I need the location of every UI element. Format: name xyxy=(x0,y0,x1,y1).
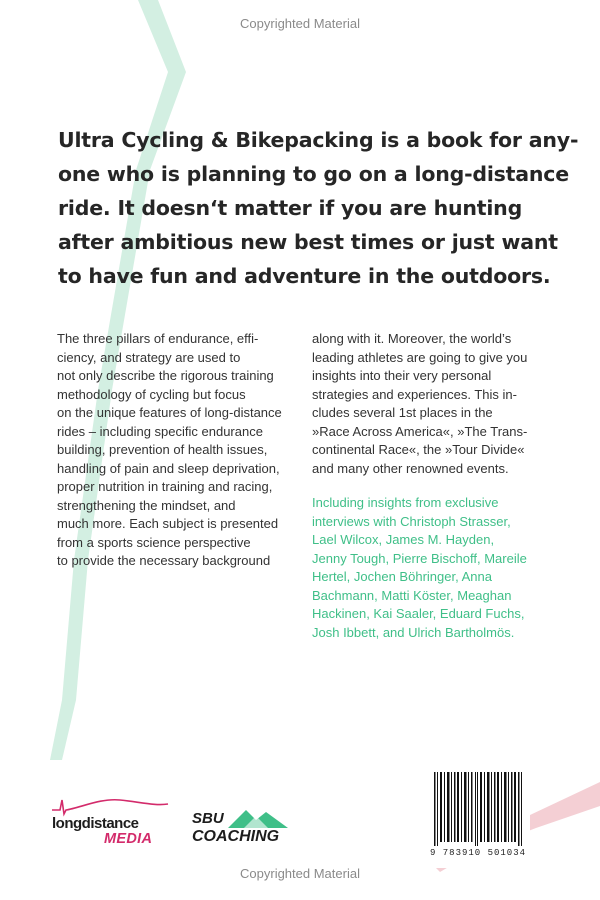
insights-line: Hertel, Jochen Böhringer, Anna xyxy=(312,569,492,584)
insights-text xyxy=(312,494,552,642)
insights-line: Jenny Tough, Pierre Bischoff, Mareile xyxy=(312,550,527,566)
body-line: and many other renowned events. xyxy=(312,460,509,476)
body-text-left xyxy=(57,330,297,571)
body-line: leading athletes are going to give you xyxy=(312,349,528,365)
body-line: on the unique features of long-distance xyxy=(57,405,282,420)
insights-line: Josh Ibbett, and Ulrich Bartholmös. xyxy=(312,624,515,640)
longdistance-media-logo xyxy=(50,792,170,852)
mountain-icon xyxy=(228,808,288,828)
sbu-wordmark: SBU xyxy=(192,810,224,827)
headline xyxy=(58,123,579,293)
insights-line: interviews with Christoph Strasser, xyxy=(312,513,511,529)
body-line: cludes several 1st places in the xyxy=(312,405,493,420)
sbu-coaching-logo xyxy=(188,808,298,853)
body-line: strengthening the mindset, and xyxy=(57,497,236,513)
insights-line: Lael Wilcox, James M. Hayden, xyxy=(312,532,495,547)
insights-line: Bachmann, Matti Köster, Meaghan xyxy=(312,587,512,603)
body-line: continental Race«, the »Tour Divide« xyxy=(312,442,525,457)
isbn-digits: 9 783910 501034 xyxy=(429,848,526,858)
media-wordmark: MEDIA xyxy=(104,831,153,847)
body-line: building, prevention of health issues, xyxy=(57,442,268,457)
headline-line: to have fun and adventure in the outdoors. xyxy=(58,264,551,288)
headline-line: one who is planning to go on a long-distance xyxy=(58,162,569,186)
body-line: methodology of cycling but focus xyxy=(57,386,246,402)
headline-line: Ultra Cycling & Bikepacking is a book for any- xyxy=(58,128,579,152)
body-line: from a sports science perspective xyxy=(57,534,251,550)
body-line: The three pillars of endurance, effi- xyxy=(57,331,259,346)
body-line: to provide the necessary background xyxy=(57,553,271,568)
coaching-wordmark: COACHING xyxy=(192,828,280,845)
copyright-notice-top: Copyrighted Material xyxy=(240,16,360,31)
isbn-barcode xyxy=(426,768,530,868)
barcode-bars xyxy=(426,768,530,846)
insights-line: Hackinen, Kai Saaler, Eduard Fuchs, xyxy=(312,606,525,621)
copyright-notice-bottom: Copyrighted Material xyxy=(240,866,360,881)
body-line: rides – including specific endurance xyxy=(57,423,263,439)
headline-line: ride. It doesn‘t matter if you are hunting xyxy=(58,196,523,220)
body-line: not only describe the rigorous training xyxy=(57,368,274,383)
body-line: handling of pain and sleep deprivation, xyxy=(57,460,280,476)
body-line: »Race Across America«, »The Trans- xyxy=(312,423,528,439)
insights-line: Including insights from exclusive xyxy=(312,495,499,510)
longdistance-wordmark: longdistance xyxy=(52,815,139,832)
headline-line: after ambitious new best times or just want xyxy=(58,230,558,254)
body-line: along with it. Moreover, the world’s xyxy=(312,331,512,346)
body-line: insights into their very personal xyxy=(312,368,492,383)
body-line: strategies and experiences. This in- xyxy=(312,386,517,402)
body-line: much more. Each subject is presented xyxy=(57,516,279,531)
body-line: ciency, and strategy are used to xyxy=(57,349,241,365)
body-text-right xyxy=(312,330,552,478)
body-line: proper nutrition in training and racing, xyxy=(57,479,273,494)
